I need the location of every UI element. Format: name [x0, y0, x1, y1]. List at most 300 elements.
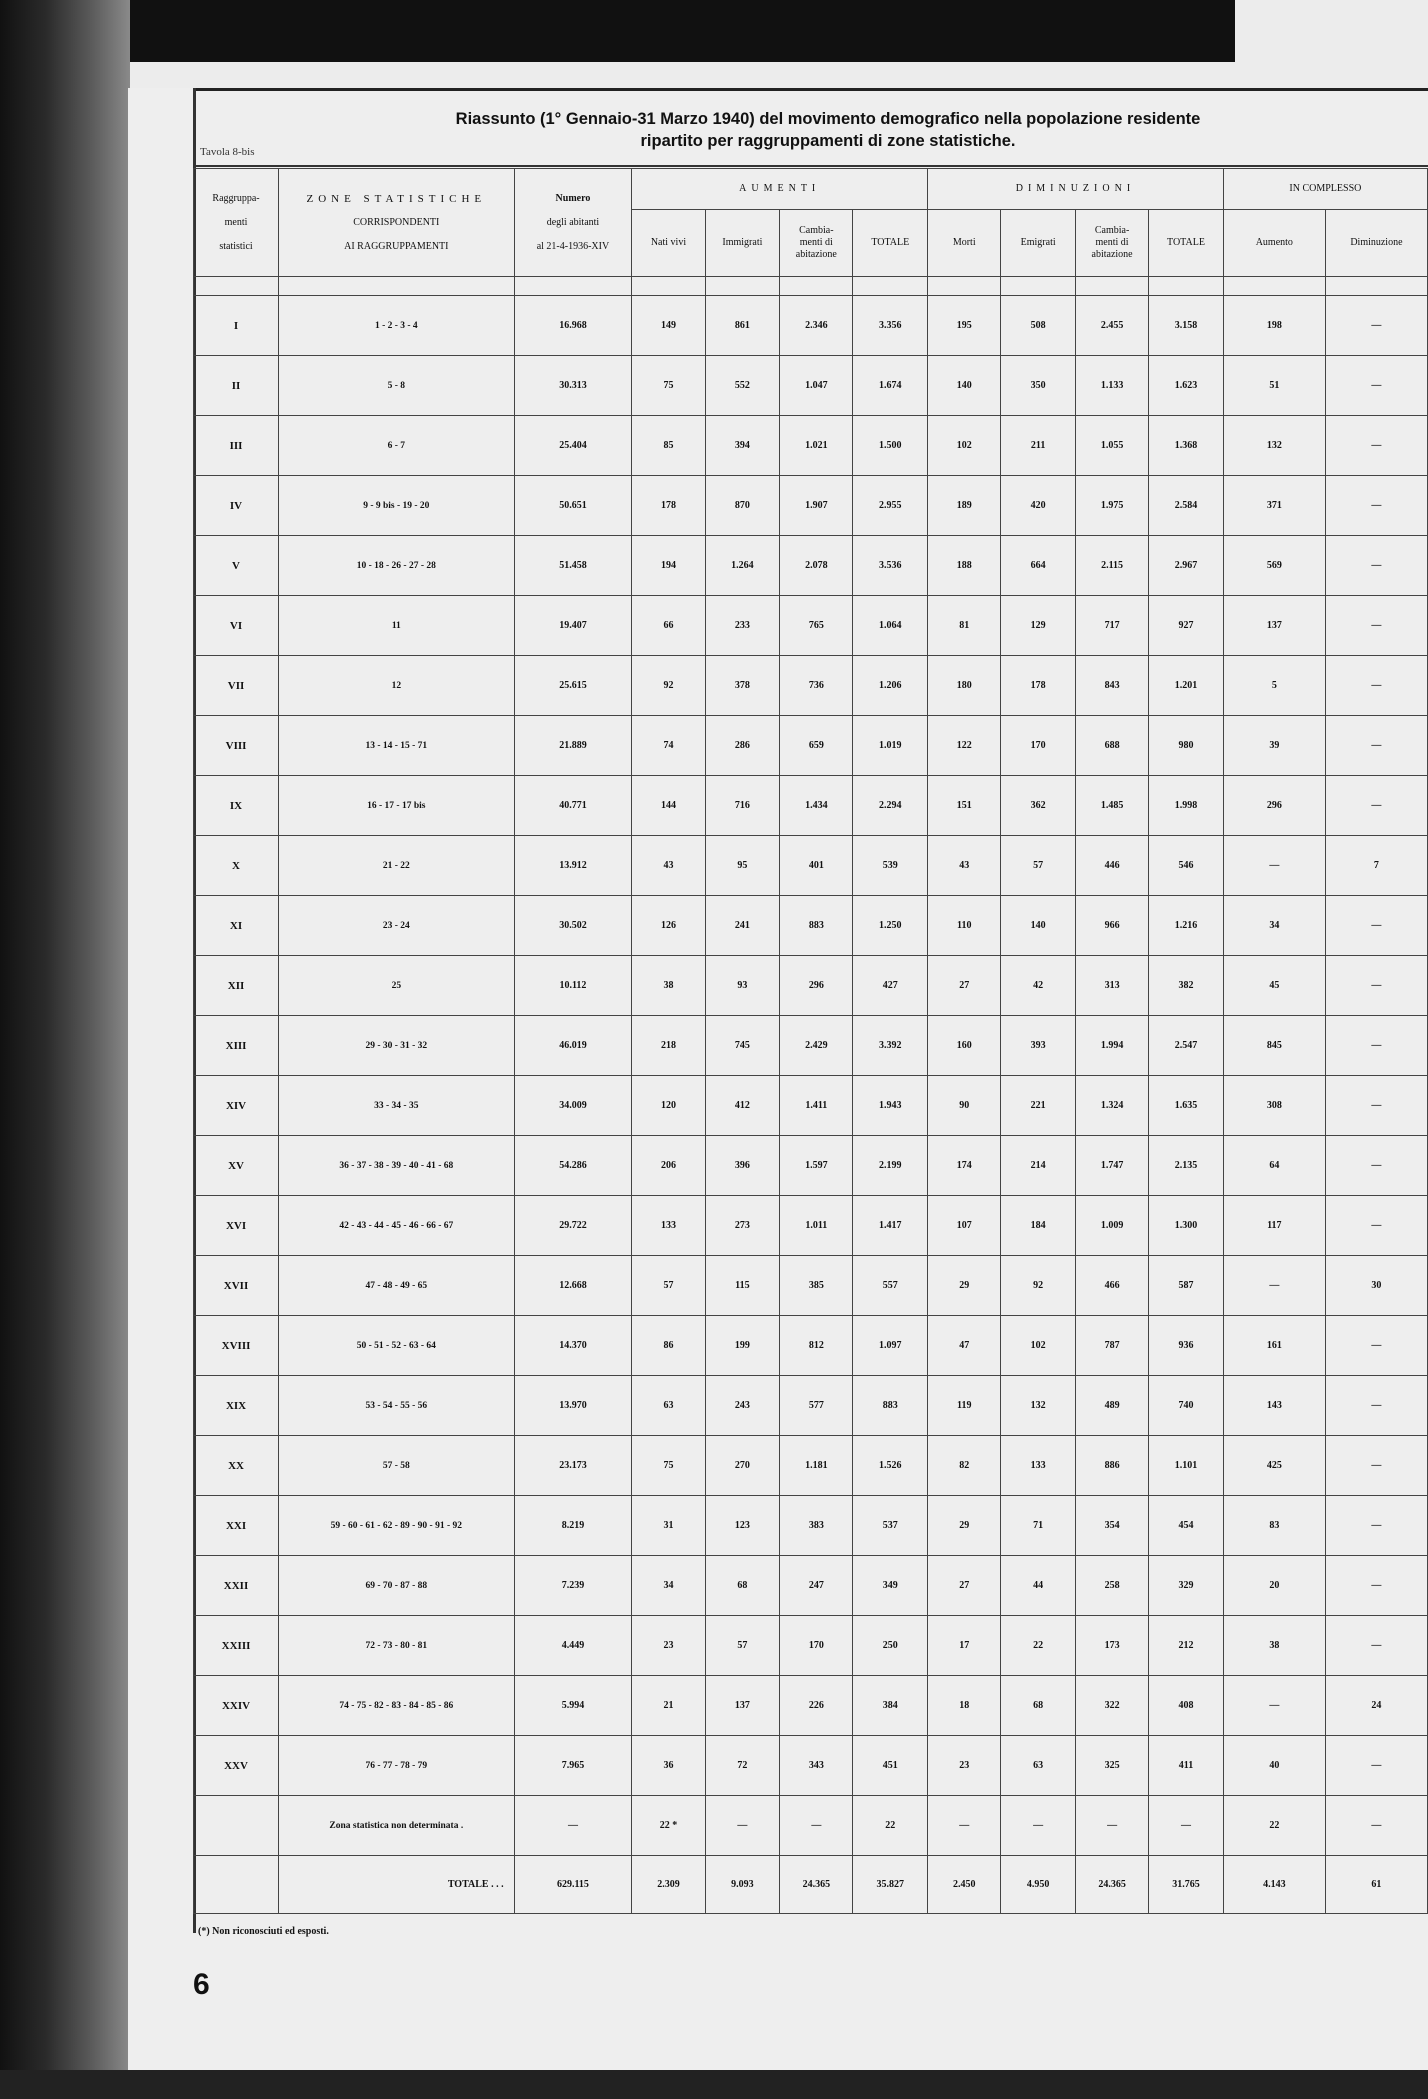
- row-raggruppamento: III: [194, 416, 279, 476]
- row-abitanti: 7.965: [514, 1736, 632, 1796]
- row-emigrati: 221: [1001, 1076, 1076, 1136]
- row-morti: 151: [928, 776, 1001, 836]
- row-cambi-diminuzioni: 2.115: [1075, 536, 1148, 596]
- row-totale-aumenti: 557: [853, 1256, 928, 1316]
- row-diminuzione: —: [1325, 356, 1427, 416]
- row-aumento: 45: [1223, 956, 1325, 1016]
- hdr-text: Numero: [555, 192, 591, 204]
- row-immigrati: 378: [705, 656, 780, 716]
- table-row: [194, 1736, 1428, 1796]
- row-emigrati: 133: [1001, 1436, 1076, 1496]
- row-nati-vivi: 86: [632, 1316, 705, 1376]
- row-totale-diminuzioni: 2.135: [1149, 1136, 1224, 1196]
- row-raggruppamento: V: [194, 536, 279, 596]
- row-abitanti: 13.970: [514, 1376, 632, 1436]
- row-aumento: 20: [1223, 1556, 1325, 1616]
- row-aumento: 38: [1223, 1616, 1325, 1676]
- row-emigrati: —: [1001, 1796, 1076, 1856]
- table-row: [194, 536, 1428, 596]
- row-zone: 12: [279, 656, 515, 716]
- row-emigrati: 184: [1001, 1196, 1076, 1256]
- row-totale-aumenti: 427: [853, 956, 928, 1016]
- row-immigrati: 396: [705, 1136, 780, 1196]
- row-aumento: —: [1223, 1256, 1325, 1316]
- row-totale-aumenti: 1.206: [853, 656, 928, 716]
- row-totale-diminuzioni: 2.967: [1149, 536, 1224, 596]
- row-cambi-diminuzioni: 966: [1075, 896, 1148, 956]
- row-diminuzione: —: [1325, 1196, 1427, 1256]
- row-cambi-aumenti: 736: [780, 656, 853, 716]
- table-row: [194, 776, 1428, 836]
- row-emigrati: 664: [1001, 536, 1076, 596]
- row-totale-aumenti: 1.943: [853, 1076, 928, 1136]
- row-cambi-diminuzioni: 1.975: [1075, 476, 1148, 536]
- row-emigrati: 57: [1001, 836, 1076, 896]
- row-raggruppamento: XI: [194, 896, 279, 956]
- row-aumento: 40: [1223, 1736, 1325, 1796]
- table-row: [194, 656, 1428, 716]
- row-cambi-aumenti: 1.597: [780, 1136, 853, 1196]
- table-row: [194, 896, 1428, 956]
- col-morti: Morti: [928, 210, 1001, 277]
- scan-shadow-top: [0, 0, 1235, 62]
- row-raggruppamento: X: [194, 836, 279, 896]
- row-totale-diminuzioni: 936: [1149, 1316, 1224, 1376]
- row-cambi-aumenti: 577: [780, 1376, 853, 1436]
- row-cambi-aumenti: 296: [780, 956, 853, 1016]
- document-page: [128, 88, 1428, 2070]
- row-immigrati: 123: [705, 1496, 780, 1556]
- row-diminuzione: —: [1325, 296, 1427, 356]
- hdr-text: abitazione: [795, 249, 837, 260]
- row-cambi-diminuzioni: 787: [1075, 1316, 1148, 1376]
- row-emigrati: 42: [1001, 956, 1076, 1016]
- hdr-text: menti: [224, 216, 248, 228]
- row-zone: 57 - 58: [279, 1436, 515, 1496]
- hdr-text: ZONE STATISTICHE: [306, 192, 487, 205]
- row-cambi-aumenti: 1.011: [780, 1196, 853, 1256]
- row-abitanti: 5.994: [514, 1676, 632, 1736]
- row-abitanti: 30.313: [514, 356, 632, 416]
- row-cambi-diminuzioni: 1.055: [1075, 416, 1148, 476]
- row-totale-diminuzioni: 740: [1149, 1376, 1224, 1436]
- row-raggruppamento: XXII: [194, 1556, 279, 1616]
- row-cambi-aumenti: 1.181: [780, 1436, 853, 1496]
- row-cambi-aumenti: 383: [780, 1496, 853, 1556]
- hdr-text: abitazione: [1091, 249, 1133, 260]
- row-raggruppamento: I: [194, 296, 279, 356]
- total-cambi-aum: 24.365: [780, 1856, 853, 1914]
- row-diminuzione: —: [1325, 1376, 1427, 1436]
- title-rule: [193, 165, 1428, 167]
- row-totale-aumenti: 1.019: [853, 716, 928, 776]
- row-morti: 81: [928, 596, 1001, 656]
- table-row: [194, 1556, 1428, 1616]
- row-abitanti: 16.968: [514, 296, 632, 356]
- row-raggruppamento: VIII: [194, 716, 279, 776]
- row-totale-aumenti: 384: [853, 1676, 928, 1736]
- row-aumento: 34: [1223, 896, 1325, 956]
- row-immigrati: 861: [705, 296, 780, 356]
- row-emigrati: 132: [1001, 1376, 1076, 1436]
- row-zone: 29 - 30 - 31 - 32: [279, 1016, 515, 1076]
- row-nati-vivi: 22 *: [632, 1796, 705, 1856]
- row-morti: 47: [928, 1316, 1001, 1376]
- table-row: [194, 1076, 1428, 1136]
- row-morti: 102: [928, 416, 1001, 476]
- row-diminuzione: 7: [1325, 836, 1427, 896]
- row-totale-aumenti: 883: [853, 1376, 928, 1436]
- row-diminuzione: —: [1325, 596, 1427, 656]
- total-label: TOTALE . . .: [279, 1856, 515, 1914]
- row-abitanti: 50.651: [514, 476, 632, 536]
- row-abitanti: 23.173: [514, 1436, 632, 1496]
- row-cambi-aumenti: 343: [780, 1736, 853, 1796]
- row-abitanti: 25.615: [514, 656, 632, 716]
- row-totale-aumenti: 1.250: [853, 896, 928, 956]
- row-emigrati: 393: [1001, 1016, 1076, 1076]
- total-tot-dim: 31.765: [1149, 1856, 1224, 1914]
- row-totale-aumenti: 2.955: [853, 476, 928, 536]
- row-totale-diminuzioni: 3.158: [1149, 296, 1224, 356]
- row-nati-vivi: 206: [632, 1136, 705, 1196]
- row-totale-aumenti: 1.674: [853, 356, 928, 416]
- row-totale-diminuzioni: 587: [1149, 1256, 1224, 1316]
- row-totale-aumenti: 451: [853, 1736, 928, 1796]
- row-morti: 90: [928, 1076, 1001, 1136]
- row-totale-aumenti: 539: [853, 836, 928, 896]
- row-totale-aumenti: 1.417: [853, 1196, 928, 1256]
- row-morti: 140: [928, 356, 1001, 416]
- row-nati-vivi: 36: [632, 1736, 705, 1796]
- row-zone: 5 - 8: [279, 356, 515, 416]
- row-diminuzione: —: [1325, 656, 1427, 716]
- row-aumento: 569: [1223, 536, 1325, 596]
- row-cambi-diminuzioni: 322: [1075, 1676, 1148, 1736]
- row-abitanti: 4.449: [514, 1616, 632, 1676]
- row-diminuzione: —: [1325, 1616, 1427, 1676]
- row-cambi-diminuzioni: 489: [1075, 1376, 1148, 1436]
- row-morti: 43: [928, 836, 1001, 896]
- row-emigrati: 22: [1001, 1616, 1076, 1676]
- row-totale-aumenti: 1.097: [853, 1316, 928, 1376]
- group-diminuzioni: DIMINUZIONI: [928, 169, 1224, 210]
- row-abitanti: 30.502: [514, 896, 632, 956]
- hdr-text: Cambia-: [1094, 225, 1130, 236]
- row-raggruppamento: IX: [194, 776, 279, 836]
- row-raggruppamento: XII: [194, 956, 279, 1016]
- hdr-text: statistici: [219, 240, 253, 252]
- row-aumento: 198: [1223, 296, 1325, 356]
- row-cambi-aumenti: 1.021: [780, 416, 853, 476]
- row-aumento: 425: [1223, 1436, 1325, 1496]
- table-row: [194, 1376, 1428, 1436]
- row-aumento: 371: [1223, 476, 1325, 536]
- row-immigrati: 270: [705, 1436, 780, 1496]
- row-cambi-diminuzioni: —: [1075, 1796, 1148, 1856]
- row-immigrati: 394: [705, 416, 780, 476]
- row-totale-diminuzioni: 1.101: [1149, 1436, 1224, 1496]
- row-cambi-aumenti: 765: [780, 596, 853, 656]
- title-line-2: ripartito per raggruppamenti di zone statistiche.: [640, 132, 1016, 150]
- row-zone: 50 - 51 - 52 - 63 - 64: [279, 1316, 515, 1376]
- col-raggruppamenti: [194, 169, 279, 277]
- row-totale-aumenti: 3.392: [853, 1016, 928, 1076]
- row-zone: 16 - 17 - 17 bis: [279, 776, 515, 836]
- row-zone: 74 - 75 - 82 - 83 - 84 - 85 - 86: [279, 1676, 515, 1736]
- row-diminuzione: —: [1325, 536, 1427, 596]
- row-zone: 13 - 14 - 15 - 71: [279, 716, 515, 776]
- table-row: [194, 836, 1428, 896]
- col-numero-abitanti: [514, 169, 632, 277]
- table-row: [194, 1196, 1428, 1256]
- row-morti: 29: [928, 1256, 1001, 1316]
- row-totale-aumenti: 1.064: [853, 596, 928, 656]
- table-row: [194, 956, 1428, 1016]
- scan-border-left: [0, 0, 130, 2099]
- row-immigrati: 72: [705, 1736, 780, 1796]
- table-row: [194, 1616, 1428, 1676]
- table-row: [194, 716, 1428, 776]
- title-line-1: Riassunto (1° Gennaio-31 Marzo 1940) del movimento demografico nella popolazione residente: [455, 110, 1201, 128]
- row-aumento: 22: [1223, 1796, 1325, 1856]
- row-nati-vivi: 85: [632, 416, 705, 476]
- row-cambi-diminuzioni: 1.009: [1075, 1196, 1148, 1256]
- row-cambi-diminuzioni: 1.747: [1075, 1136, 1148, 1196]
- row-emigrati: 214: [1001, 1136, 1076, 1196]
- row-immigrati: 552: [705, 356, 780, 416]
- total-row: [194, 1856, 1428, 1914]
- row-abitanti: 12.668: [514, 1256, 632, 1316]
- row-aumento: 296: [1223, 776, 1325, 836]
- row-diminuzione: —: [1325, 956, 1427, 1016]
- row-zone: 72 - 73 - 80 - 81: [279, 1616, 515, 1676]
- row-aumento: 143: [1223, 1376, 1325, 1436]
- row-raggruppamento: XXV: [194, 1736, 279, 1796]
- row-immigrati: 412: [705, 1076, 780, 1136]
- row-aumento: 51: [1223, 356, 1325, 416]
- row-diminuzione: —: [1325, 1076, 1427, 1136]
- row-immigrati: 1.264: [705, 536, 780, 596]
- row-nati-vivi: 126: [632, 896, 705, 956]
- top-rule: [193, 88, 1428, 91]
- total-tot-aum: 35.827: [853, 1856, 928, 1914]
- row-zone: 59 - 60 - 61 - 62 - 89 - 90 - 91 - 92: [279, 1496, 515, 1556]
- table-row: [194, 1016, 1428, 1076]
- row-diminuzione: —: [1325, 896, 1427, 956]
- row-totale-diminuzioni: 1.623: [1149, 356, 1224, 416]
- row-aumento: 117: [1223, 1196, 1325, 1256]
- row-nati-vivi: 31: [632, 1496, 705, 1556]
- row-cambi-diminuzioni: 1.994: [1075, 1016, 1148, 1076]
- row-raggruppamento: XX: [194, 1436, 279, 1496]
- col-aumento: Aumento: [1223, 210, 1325, 277]
- row-raggruppamento: IV: [194, 476, 279, 536]
- row-nati-vivi: 92: [632, 656, 705, 716]
- row-cambi-aumenti: 247: [780, 1556, 853, 1616]
- row-emigrati: 44: [1001, 1556, 1076, 1616]
- row-immigrati: 233: [705, 596, 780, 656]
- row-totale-aumenti: 2.294: [853, 776, 928, 836]
- row-totale-aumenti: 537: [853, 1496, 928, 1556]
- row-diminuzione: —: [1325, 1796, 1427, 1856]
- row-immigrati: 137: [705, 1676, 780, 1736]
- row-cambi-diminuzioni: 325: [1075, 1736, 1148, 1796]
- row-morti: 17: [928, 1616, 1001, 1676]
- row-cambi-diminuzioni: 173: [1075, 1616, 1148, 1676]
- col-cambiamenti-diminuzioni: [1075, 210, 1148, 277]
- row-zone: 1 - 2 - 3 - 4: [279, 296, 515, 356]
- table-row: [194, 1676, 1428, 1736]
- row-totale-aumenti: 1.526: [853, 1436, 928, 1496]
- row-totale-diminuzioni: 1.635: [1149, 1076, 1224, 1136]
- row-raggruppamento: XVI: [194, 1196, 279, 1256]
- row-immigrati: 286: [705, 716, 780, 776]
- hdr-text: AI RAGGRUPPAMENTI: [344, 240, 449, 252]
- row-totale-diminuzioni: 1.300: [1149, 1196, 1224, 1256]
- row-cambi-aumenti: 2.346: [780, 296, 853, 356]
- row-zone: 11: [279, 596, 515, 656]
- row-raggruppamento: XIII: [194, 1016, 279, 1076]
- total-cambi-dim: 24.365: [1075, 1856, 1148, 1914]
- spacer-row: [194, 277, 1428, 296]
- row-cambi-aumenti: 1.907: [780, 476, 853, 536]
- data-table: [193, 168, 1428, 1914]
- total-diminuzione: 61: [1325, 1856, 1427, 1914]
- total-morti: 2.450: [928, 1856, 1001, 1914]
- row-aumento: 308: [1223, 1076, 1325, 1136]
- page-title: [378, 108, 1278, 152]
- row-zone: 23 - 24: [279, 896, 515, 956]
- row-diminuzione: —: [1325, 416, 1427, 476]
- row-nati-vivi: 63: [632, 1376, 705, 1436]
- row-zone: 69 - 70 - 87 - 88: [279, 1556, 515, 1616]
- row-emigrati: 178: [1001, 656, 1076, 716]
- row-abitanti: 13.912: [514, 836, 632, 896]
- row-aumento: 83: [1223, 1496, 1325, 1556]
- row-abitanti: 40.771: [514, 776, 632, 836]
- row-abitanti: 25.404: [514, 416, 632, 476]
- row-totale-diminuzioni: 1.998: [1149, 776, 1224, 836]
- row-emigrati: 508: [1001, 296, 1076, 356]
- row-zone: 36 - 37 - 38 - 39 - 40 - 41 - 68: [279, 1136, 515, 1196]
- row-emigrati: 140: [1001, 896, 1076, 956]
- row-aumento: —: [1223, 836, 1325, 896]
- row-totale-diminuzioni: 1.201: [1149, 656, 1224, 716]
- hdr-text: al 21-4-1936-XIV: [536, 240, 610, 252]
- row-cambi-aumenti: 401: [780, 836, 853, 896]
- row-cambi-diminuzioni: 354: [1075, 1496, 1148, 1556]
- row-immigrati: 93: [705, 956, 780, 1016]
- row-diminuzione: —: [1325, 1136, 1427, 1196]
- row-nati-vivi: 133: [632, 1196, 705, 1256]
- row-nati-vivi: 75: [632, 1436, 705, 1496]
- row-totale-aumenti: 3.536: [853, 536, 928, 596]
- row-nati-vivi: 43: [632, 836, 705, 896]
- row-totale-diminuzioni: 980: [1149, 716, 1224, 776]
- col-totale-aumenti: TOTALE: [853, 210, 928, 277]
- row-totale-aumenti: 1.500: [853, 416, 928, 476]
- row-diminuzione: —: [1325, 1016, 1427, 1076]
- row-raggruppamento: XXIV: [194, 1676, 279, 1736]
- row-aumento: 39: [1223, 716, 1325, 776]
- total-empty: [194, 1856, 279, 1914]
- row-aumento: 64: [1223, 1136, 1325, 1196]
- row-immigrati: 95: [705, 836, 780, 896]
- row-nati-vivi: 21: [632, 1676, 705, 1736]
- col-totale-diminuzioni: TOTALE: [1149, 210, 1224, 277]
- row-abitanti: 34.009: [514, 1076, 632, 1136]
- table-row: [194, 416, 1428, 476]
- row-nati-vivi: 144: [632, 776, 705, 836]
- hdr-text: CORRISPONDENTI: [353, 216, 440, 228]
- row-cambi-diminuzioni: 313: [1075, 956, 1148, 1016]
- table-row: [194, 1496, 1428, 1556]
- row-diminuzione: —: [1325, 1736, 1427, 1796]
- row-immigrati: 273: [705, 1196, 780, 1256]
- row-immigrati: 243: [705, 1376, 780, 1436]
- row-morti: 18: [928, 1676, 1001, 1736]
- row-cambi-aumenti: 1.411: [780, 1076, 853, 1136]
- table-row: [194, 476, 1428, 536]
- row-nati-vivi: 149: [632, 296, 705, 356]
- row-nati-vivi: 66: [632, 596, 705, 656]
- row-cambi-diminuzioni: 2.455: [1075, 296, 1148, 356]
- row-cambi-aumenti: 170: [780, 1616, 853, 1676]
- row-nati-vivi: 34: [632, 1556, 705, 1616]
- row-morti: 107: [928, 1196, 1001, 1256]
- row-raggruppamento: [194, 1796, 279, 1856]
- row-totale-diminuzioni: 927: [1149, 596, 1224, 656]
- row-totale-diminuzioni: —: [1149, 1796, 1224, 1856]
- col-cambiamenti-aumenti: [780, 210, 853, 277]
- row-abitanti: 7.239: [514, 1556, 632, 1616]
- table-row: [194, 1136, 1428, 1196]
- row-immigrati: 745: [705, 1016, 780, 1076]
- row-zone: 53 - 54 - 55 - 56: [279, 1376, 515, 1436]
- row-nati-vivi: 74: [632, 716, 705, 776]
- row-abitanti: 54.286: [514, 1136, 632, 1196]
- row-totale-aumenti: 2.199: [853, 1136, 928, 1196]
- row-aumento: 161: [1223, 1316, 1325, 1376]
- row-cambi-aumenti: 385: [780, 1256, 853, 1316]
- row-totale-diminuzioni: 454: [1149, 1496, 1224, 1556]
- row-emigrati: 170: [1001, 716, 1076, 776]
- row-immigrati: 241: [705, 896, 780, 956]
- row-diminuzione: —: [1325, 1316, 1427, 1376]
- row-diminuzione: 30: [1325, 1256, 1427, 1316]
- col-zone: [279, 169, 515, 277]
- col-immigrati: Immigrati: [705, 210, 780, 277]
- row-totale-aumenti: 250: [853, 1616, 928, 1676]
- row-cambi-diminuzioni: 1.485: [1075, 776, 1148, 836]
- page-number: 6: [193, 1968, 210, 2001]
- table-row: [194, 296, 1428, 356]
- row-cambi-diminuzioni: 688: [1075, 716, 1148, 776]
- row-abitanti: 46.019: [514, 1016, 632, 1076]
- row-cambi-aumenti: 226: [780, 1676, 853, 1736]
- row-morti: 174: [928, 1136, 1001, 1196]
- scan-border-bottom: [0, 2070, 1428, 2099]
- row-totale-diminuzioni: 1.216: [1149, 896, 1224, 956]
- row-zone: 25: [279, 956, 515, 1016]
- row-morti: 189: [928, 476, 1001, 536]
- row-nati-vivi: 178: [632, 476, 705, 536]
- hdr-text: Cambia-: [799, 225, 834, 236]
- row-abitanti: 19.407: [514, 596, 632, 656]
- row-emigrati: 211: [1001, 416, 1076, 476]
- row-zone: 10 - 18 - 26 - 27 - 28: [279, 536, 515, 596]
